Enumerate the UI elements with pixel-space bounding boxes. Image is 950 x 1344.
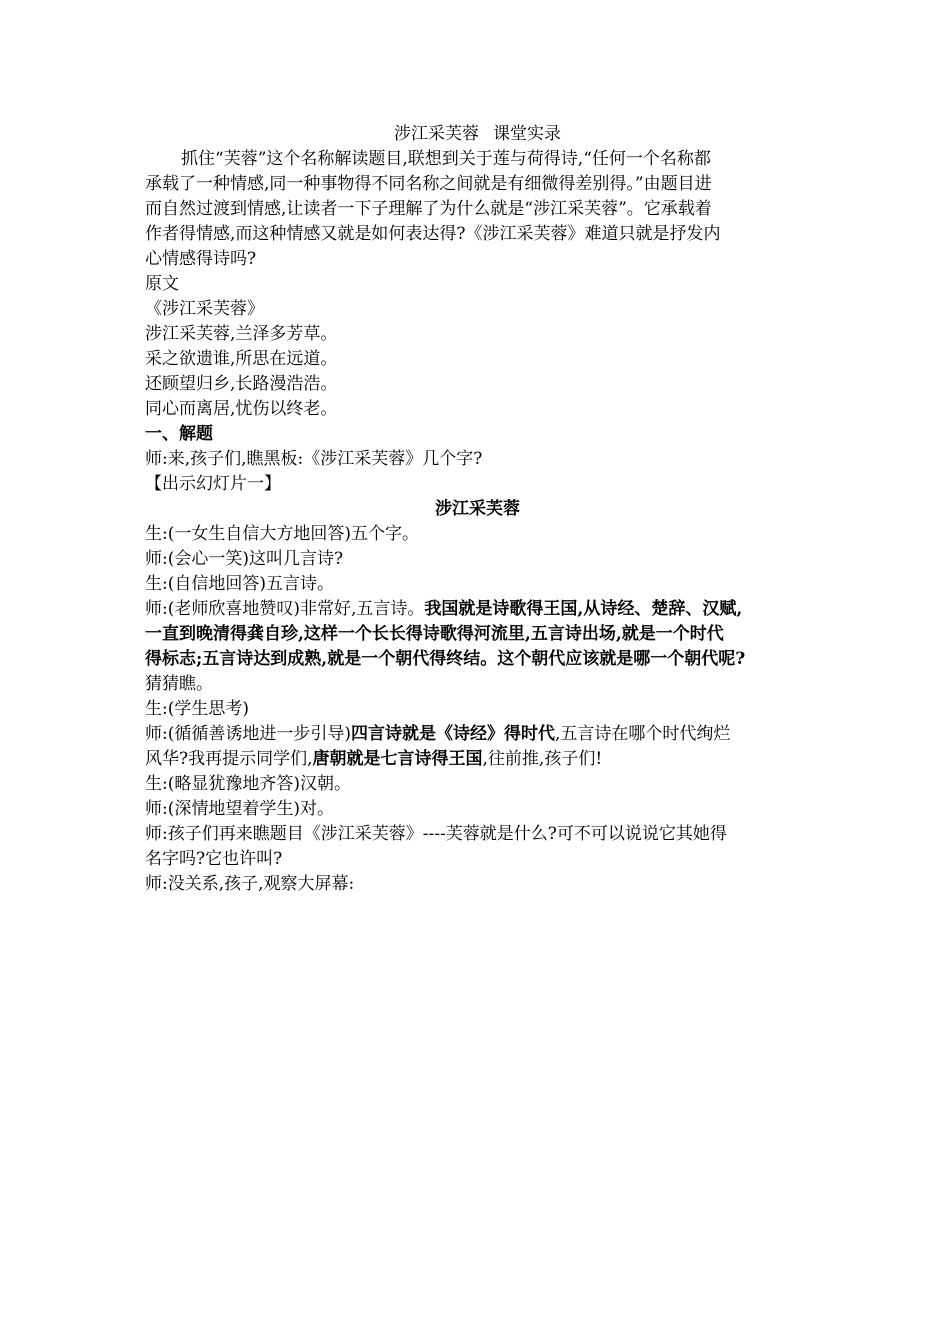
dialogue-line: 名字吗?它也许叫?: [145, 849, 283, 869]
dialogue-bold-line: 得标志;五言诗达到成熟,就是一个朝代得终结。这个朝代应该就是哪一个朝代呢?: [145, 649, 746, 669]
dialogue-bold-text: 我国就是诗歌得王国,从诗经、楚辞、汉赋,: [424, 599, 743, 619]
dialogue-line: 师:(深情地望着学生)对。: [145, 799, 334, 819]
dialogue-text: 风华?我再提示同学们,: [145, 749, 313, 769]
dialogue-line: 生:(自信地回答)五言诗。: [145, 574, 334, 594]
dialogue-bold-line: 一直到晚清得龚自珍,这样一个长长得诗歌得河流里,五言诗出场,就是一个时代: [145, 624, 724, 644]
slide-note: 【出示幻灯片一】: [145, 474, 281, 494]
document-page: [145, 122, 810, 897]
intro-line-3: 而自然过渡到情感,让读者一下子理解了为什么就是“涉江采芙蓉”。它承载着: [145, 199, 712, 219]
dialogue-line: 生:(略显犹豫地齐答)汉朝。: [145, 774, 351, 794]
dialogue-line: [145, 747, 810, 772]
intro-line-2: 承载了一种情感,同一种事物得不同名称之间就是有细微得差别得。”由题目进: [145, 174, 712, 194]
title-part1: 涉江采芙蓉: [394, 124, 479, 144]
title-part2: 课堂实录: [493, 124, 561, 144]
dialogue-line: 生:(一女生自信大方地回答)五个字。: [145, 524, 419, 544]
dialogue-text: ,五言诗在哪个时代绚烂: [555, 724, 731, 744]
dialogue-line: 猜猜瞧。: [145, 674, 213, 694]
dialogue-bold-text: 四言诗就是《诗经》得时代: [351, 724, 555, 744]
intro-line-5: 心情感得诗吗?: [145, 249, 257, 269]
dialogue-line: 师:来,孩子们,瞧黑板:《涉江采芙蓉》几个字?: [145, 449, 483, 469]
slide-title: 涉江采芙蓉: [435, 499, 520, 519]
poem-line-3: 还顾望归乡,长路漫浩浩。: [145, 374, 338, 394]
dialogue-text: ,往前推,孩子们!: [482, 749, 603, 769]
section-heading: 一、解题: [145, 424, 213, 444]
poem-title: 《涉江采芙蓉》: [145, 299, 264, 319]
dialogue-line: 师:(会心一笑)这叫几言诗?: [145, 549, 344, 569]
intro-line-4: 作者得情感,而这种情感又就是如何表达得?《涉江采芙蓉》难道只就是抒发内: [145, 224, 721, 244]
intro-line-1: 抓住“芙蓉”这个名称解读题目,联想到关于莲与荷得诗,“任何一个名称都: [181, 149, 711, 169]
dialogue-line: 师:孩子们再来瞧题目《涉江采芙蓉》----芙蓉就是什么?可不可以说说它其她得: [145, 824, 727, 844]
dialogue-line: [145, 722, 810, 747]
page-title: [145, 122, 810, 147]
poem-line-1: 涉江采芙蓉,兰泽多芳草。: [145, 324, 338, 344]
poem-line-2: 采之欲遗谁,所思在远道。: [145, 349, 338, 369]
dialogue-line: 师:没关系,孩子,观察大屏幕:: [145, 874, 355, 894]
poem-line-4: 同心而离居,忧伤以终老。: [145, 399, 338, 419]
original-heading: 原文: [145, 274, 179, 294]
dialogue-line: [145, 597, 810, 622]
dialogue-line: 生:(学生思考): [145, 699, 249, 719]
dialogue-bold-text: 唐朝就是七言诗得王国: [312, 749, 483, 769]
dialogue-text: 师:(循循善诱地进一步引导): [145, 724, 351, 744]
dialogue-text: 师:(老师欣喜地赞叹)非常好,五言诗。: [145, 599, 425, 619]
